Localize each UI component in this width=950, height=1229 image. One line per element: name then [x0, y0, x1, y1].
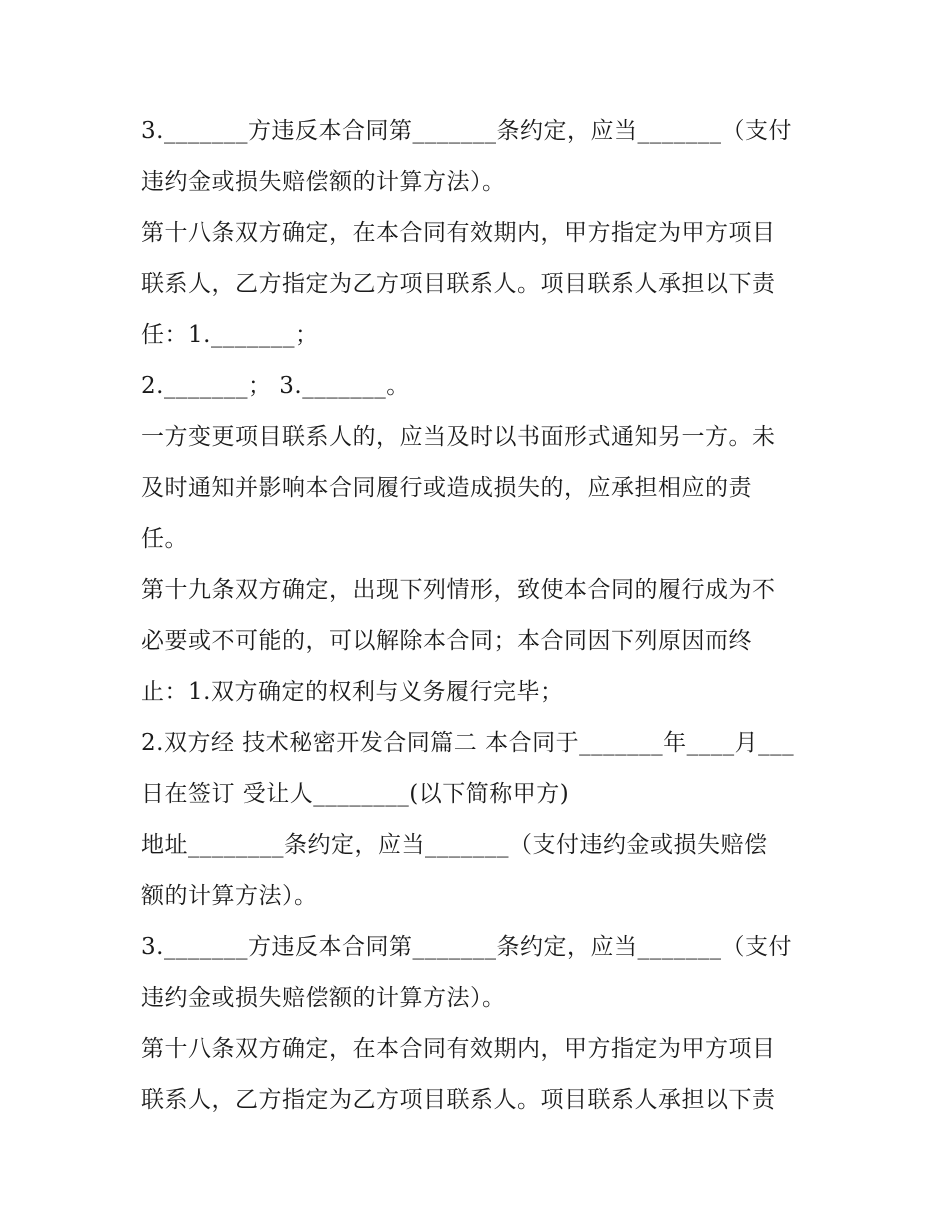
- document-body: [141, 106, 821, 1126]
- text-line: 联系人，乙方指定为乙方项目联系人。项目联系人承担以下责: [141, 271, 776, 297]
- text-line: 一方变更项目联系人的，应当及时以书面形式通知另一方。未: [141, 424, 776, 450]
- text-line: 及时通知并影响本合同履行或造成损失的，应承担相应的责: [141, 475, 752, 501]
- text-line: 第十九条双方确定，出现下列情形，致使本合同的履行成为不: [141, 577, 776, 603]
- text-line: 3._______方违反本合同第_______条约定，应当_______（支付: [141, 118, 792, 144]
- text-line: 联系人，乙方指定为乙方项目联系人。项目联系人承担以下责: [141, 1087, 776, 1113]
- text-line: 第十八条双方确定，在本合同有效期内，甲方指定为甲方项目: [141, 1036, 776, 1062]
- text-line: 2._______； 3._______。: [141, 373, 410, 399]
- text-line: 违约金或损失赔偿额的计算方法）。: [141, 985, 506, 1011]
- text-line: 日在签订 受让人________(以下简称甲方): [141, 781, 570, 807]
- text-line: 必要或不可能的，可以解除本合同；本合同因下列原因而终: [141, 628, 752, 654]
- text-line: 地址________条约定，应当_______（支付违约金或损失赔偿: [141, 832, 768, 858]
- text-line: 2.双方经 技术秘密开发合同篇二 本合同于_______年____月___: [141, 730, 795, 756]
- text-line: 任。: [141, 526, 188, 552]
- text-line: 任：1._______；: [141, 322, 319, 348]
- text-line: 额的计算方法）。: [141, 883, 318, 909]
- text-line: 第十八条双方确定，在本合同有效期内，甲方指定为甲方项目: [141, 220, 776, 246]
- text-line: 3._______方违反本合同第_______条约定，应当_______（支付: [141, 934, 792, 960]
- text-line: 违约金或损失赔偿额的计算方法）。: [141, 169, 506, 195]
- text-line: 止：1.双方确定的权利与义务履行完毕；: [141, 679, 564, 705]
